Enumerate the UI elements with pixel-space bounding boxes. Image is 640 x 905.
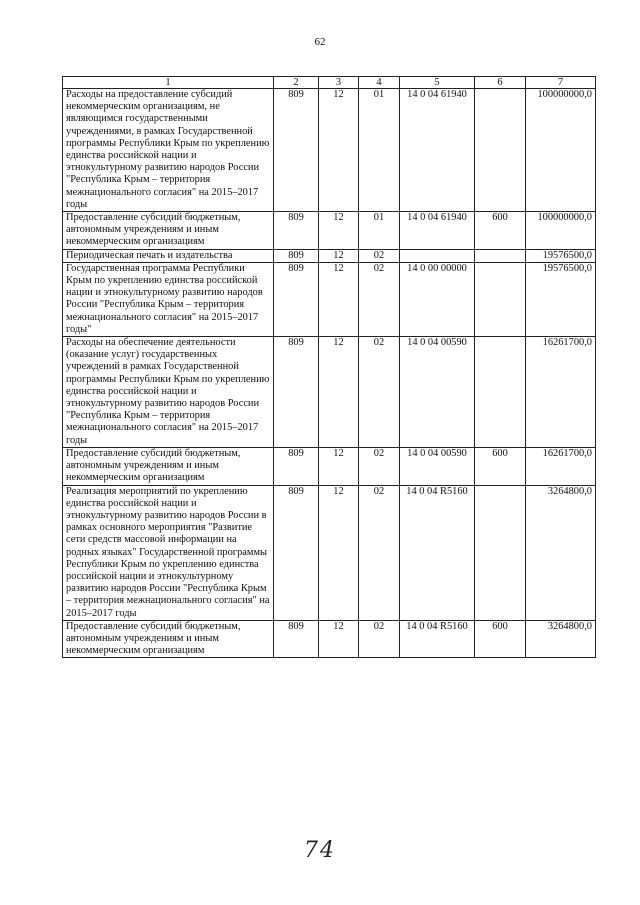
page-number: 62 bbox=[314, 36, 326, 48]
expense-type-code bbox=[475, 262, 526, 336]
ministry-code: 809 bbox=[274, 337, 319, 448]
target-article-code: 14 0 04 00590 bbox=[400, 447, 475, 485]
table-row bbox=[63, 485, 596, 620]
budget-table bbox=[62, 76, 596, 658]
section-code: 12 bbox=[319, 212, 359, 250]
section-code: 12 bbox=[319, 89, 359, 212]
section-code: 12 bbox=[319, 620, 359, 658]
table-row bbox=[63, 89, 596, 212]
ministry-code: 809 bbox=[274, 262, 319, 336]
ministry-code: 809 bbox=[274, 89, 319, 212]
amount: 100000000,0 bbox=[526, 212, 596, 250]
target-article-code: 14 0 00 00000 bbox=[400, 262, 475, 336]
table-row bbox=[63, 447, 596, 485]
expense-name: Реализация мероприятий по укреплению единства российской нации и этнокультурному развитию народов России в рамках основного мероприятия "Развитие сети средств массовой информации на родных языках" Государственной программы Республики Крым по укреплению единства российской нации и этнокультурному развитию народов России "Республика Крым – территория межнационального согласия" на 2015–2017 годы bbox=[63, 485, 274, 620]
header-col-6: 6 bbox=[475, 77, 526, 89]
expense-name: Периодическая печать и издательства bbox=[63, 249, 274, 262]
amount: 16261700,0 bbox=[526, 337, 596, 448]
section-code: 12 bbox=[319, 485, 359, 620]
amount: 100000000,0 bbox=[526, 89, 596, 212]
section-code: 12 bbox=[319, 447, 359, 485]
ministry-code: 809 bbox=[274, 447, 319, 485]
subsection-code: 02 bbox=[359, 485, 400, 620]
amount: 19576500,0 bbox=[526, 262, 596, 336]
section-code: 12 bbox=[319, 262, 359, 336]
expense-type-code: 600 bbox=[475, 212, 526, 250]
table-row bbox=[63, 337, 596, 448]
amount: 16261700,0 bbox=[526, 447, 596, 485]
expense-type-code bbox=[475, 249, 526, 262]
subsection-code: 02 bbox=[359, 249, 400, 262]
target-article-code: 14 0 04 61940 bbox=[400, 89, 475, 212]
amount: 19576500,0 bbox=[526, 249, 596, 262]
header-row bbox=[63, 77, 596, 89]
amount: 3264800,0 bbox=[526, 620, 596, 658]
target-article-code: 14 0 04 R5160 bbox=[400, 620, 475, 658]
subsection-code: 02 bbox=[359, 337, 400, 448]
ministry-code: 809 bbox=[274, 620, 319, 658]
table-row bbox=[63, 262, 596, 336]
section-code: 12 bbox=[319, 337, 359, 448]
amount: 3264800,0 bbox=[526, 485, 596, 620]
expense-type-code bbox=[475, 485, 526, 620]
header-col-4: 4 bbox=[359, 77, 400, 89]
target-article-code: 14 0 04 00590 bbox=[400, 337, 475, 448]
table-row bbox=[63, 620, 596, 658]
header-col-1: 1 bbox=[63, 77, 274, 89]
subsection-code: 01 bbox=[359, 89, 400, 212]
header-col-3: 3 bbox=[319, 77, 359, 89]
target-article-code: 14 0 04 61940 bbox=[400, 212, 475, 250]
expense-type-code: 600 bbox=[475, 447, 526, 485]
ministry-code: 809 bbox=[274, 485, 319, 620]
header-col-2: 2 bbox=[274, 77, 319, 89]
table-row bbox=[63, 249, 596, 262]
target-article-code: 14 0 04 R5160 bbox=[400, 485, 475, 620]
expense-type-code bbox=[475, 89, 526, 212]
table-row bbox=[63, 212, 596, 250]
section-code: 12 bbox=[319, 249, 359, 262]
subsection-code: 02 bbox=[359, 262, 400, 336]
expense-name: Расходы на предоставление субсидий некоммерческим организациям, не являющимся государственными учреждениями, в рамках Государственной программы Республики Крым по укреплению единства российской нации и этнокультурному развитию народов России "Республика Крым – территория межнационального согласия" на 2015–2017 годы bbox=[63, 89, 274, 212]
header-col-5: 5 bbox=[400, 77, 475, 89]
expense-name: Расходы на обеспечение деятельности (оказание услуг) государственных учреждений в рамках Государственной программы Республики Крым по укреплению единства российской нации и этнокультурному развитию народов России "Республика Крым – территория межнационального согласия" на 2015–2017 годы bbox=[63, 337, 274, 448]
subsection-code: 02 bbox=[359, 447, 400, 485]
subsection-code: 01 bbox=[359, 212, 400, 250]
expense-name: Предоставление субсидий бюджетным, автономным учреждениям и иным некоммерческим организациям bbox=[63, 212, 274, 250]
subsection-code: 02 bbox=[359, 620, 400, 658]
header-col-7: 7 bbox=[526, 77, 596, 89]
expense-name: Предоставление субсидий бюджетным, автономным учреждениям и иным некоммерческим организациям bbox=[63, 447, 274, 485]
expense-type-code bbox=[475, 337, 526, 448]
expense-type-code: 600 bbox=[475, 620, 526, 658]
expense-name: Государственная программа Республики Крым по укреплению единства российской нации и этнокультурному развитию народов России "Республика Крым – территория межнационального согласия" на 2015–2017 годы" bbox=[63, 262, 274, 336]
ministry-code: 809 bbox=[274, 249, 319, 262]
expense-name: Предоставление субсидий бюджетным, автономным учреждениям и иным некоммерческим организациям bbox=[63, 620, 274, 658]
target-article-code bbox=[400, 249, 475, 262]
ministry-code: 809 bbox=[274, 212, 319, 250]
handwritten-page-mark: 74 bbox=[304, 838, 336, 863]
